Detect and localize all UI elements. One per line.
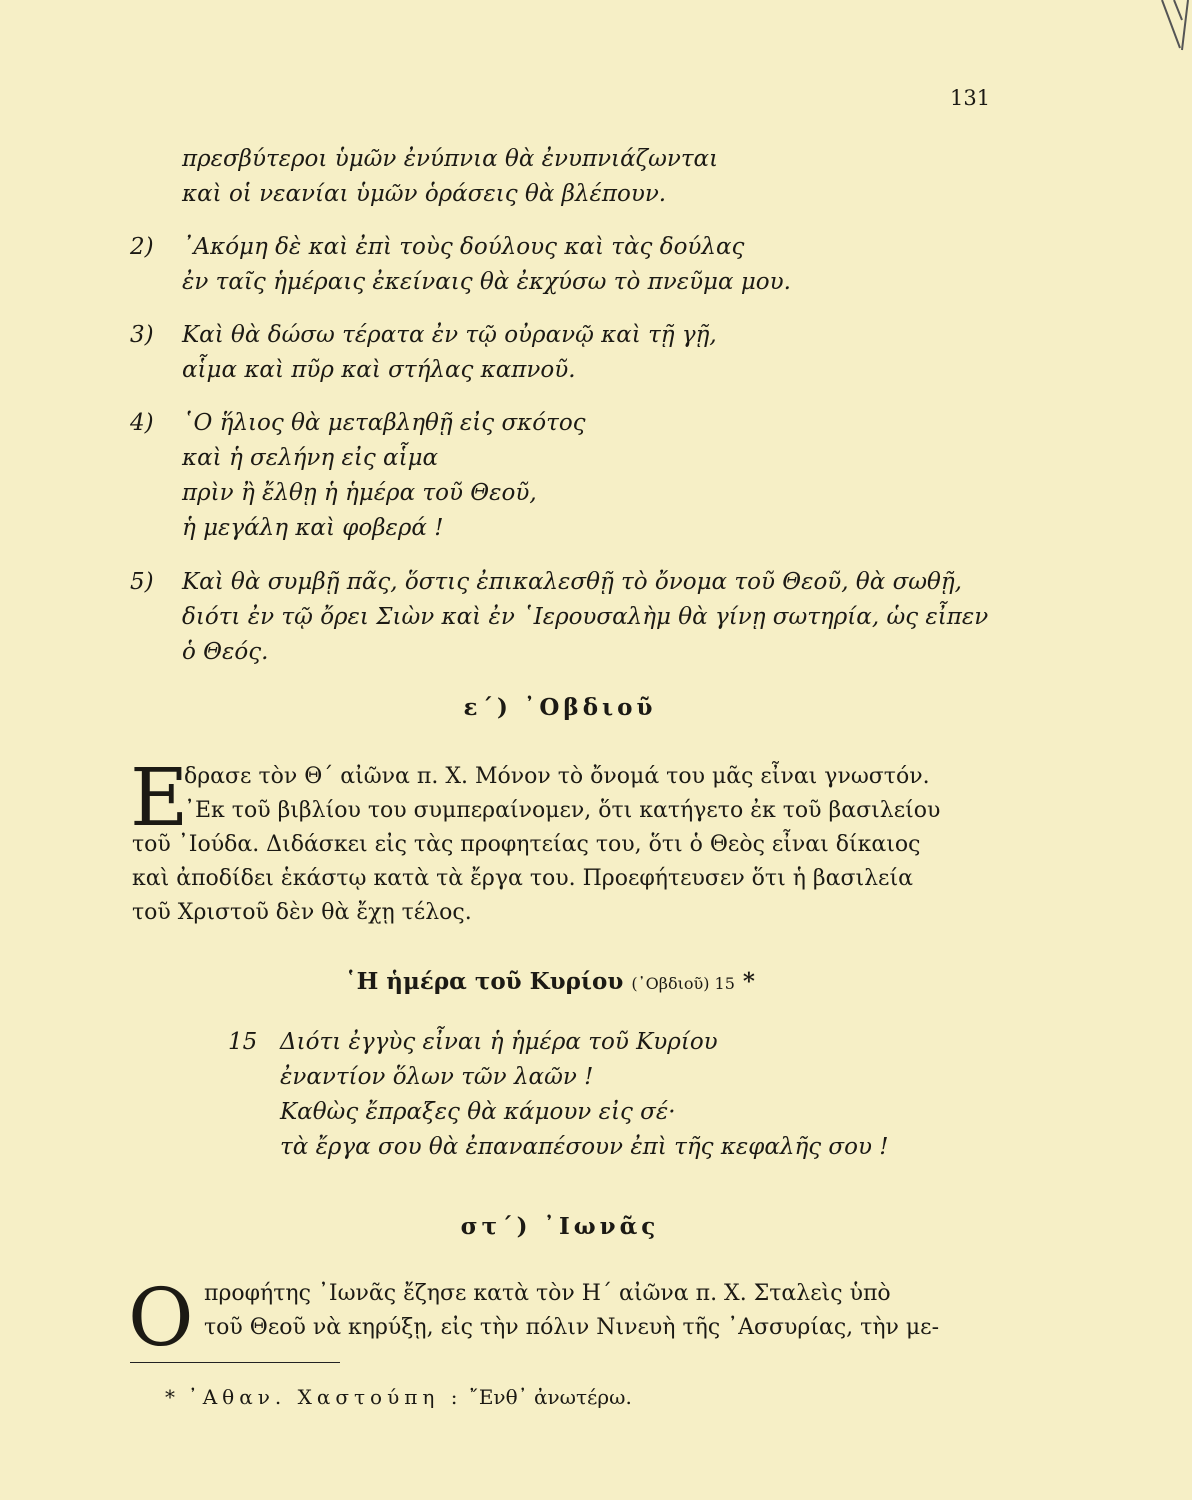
section-title-day-of-lord <box>0 968 1100 995</box>
verse-line: ἡ μεγάλη καὶ φοβερά ! <box>182 515 444 541</box>
section-heading-obadiah: ε΄) ᾿Οβδιοῦ <box>463 694 657 721</box>
dropcap-omicron: Ο <box>128 1271 194 1364</box>
verse-number: 3) <box>130 322 154 348</box>
verse-line: Καθὼς ἔπραξες θὰ κάμουν εἰς σέ· <box>280 1099 676 1125</box>
verse-line: πρὶν ἢ ἔλθῃ ἡ ἡμέρα τοῦ Θεοῦ, <box>182 480 537 506</box>
verse-number: 2) <box>130 234 154 260</box>
section-title-ref: (᾿Οβδιοῦ) 15 <box>631 974 735 993</box>
prose-line: προφήτης ᾿Ιωνᾶς ἔζησε κατὰ τὸν Η΄ αἰῶνα π. Χ. Σταλεὶς ὑπὸ <box>204 1281 891 1306</box>
verse-line: Καὶ θὰ δώσω τέρατα ἐν τῷ οὐρανῷ καὶ τῇ γῇ, <box>182 322 717 348</box>
verse-line: ἐναντίον ὅλων τῶν λαῶν ! <box>280 1064 594 1090</box>
verse-line: ῾Ο ἥλιος θὰ μεταβληθῇ εἰς σκότος <box>182 410 586 436</box>
joel-verse-4 <box>130 406 990 546</box>
verse-line: Καὶ θὰ συμβῇ πᾶς, ὅστις ἐπικαλεσθῇ τὸ ὄνομα τοῦ Θεοῦ, θὰ σωθῇ, <box>182 569 962 595</box>
verse-line: πρεσβύτεροι ὑμῶν ἐνύπνια θὰ ἐνυπνιάζωνται <box>182 146 719 172</box>
section-heading-jonah: στ΄) ᾿Ιωνᾶς <box>460 1213 660 1240</box>
footnote-star: * <box>165 1385 175 1409</box>
verse-line: ὁ Θεός. <box>182 639 269 665</box>
verse-number: 5) <box>130 569 154 595</box>
section-title-text: ῾Η ἡμέρα τοῦ Κυρίου <box>345 968 624 995</box>
joel-verse-2 <box>130 230 990 300</box>
joel-verse-cont <box>130 142 990 212</box>
prose-line: δρασε τὸν Θ΄ αἰῶνα π. Χ. Μόνον τὸ ὄνομά του μᾶς εἶναι γνωστόν. <box>184 764 930 789</box>
verse-line: διότι ἐν τῷ ὄρει Σιὼν καὶ ἐν ῾Ιερουσαλὴμ θὰ γίνῃ σωτηρία, ὡς εἶπεν <box>182 604 989 630</box>
verse-line: Διότι ἐγγὺς εἶναι ἡ ἡμέρα τοῦ Κυρίου <box>280 1029 718 1055</box>
prose-line: τοῦ Χριστοῦ δὲν θὰ ἔχῃ τέλος. <box>132 900 472 925</box>
verse-line: ἐν ταῖς ἡμέραις ἐκείναις θὰ ἐκχύσω τὸ πνεῦμα μου. <box>182 269 791 295</box>
obadiah-paragraph <box>130 751 987 930</box>
prose-line: ᾿Εκ τοῦ βιβλίου του συμπεραίνομεν, ὅτι κατήγετο ἐκ τοῦ βασιλείου <box>184 798 941 823</box>
dropcap-epsilon: Ε <box>130 751 189 844</box>
verse-line: τὰ ἔργα σου θὰ ἐπαναπέσουν ἐπὶ τῆς κεφαλῆς σου ! <box>280 1134 889 1160</box>
verse-line: καὶ οἱ νεανίαι ὑμῶν ὁράσεις θὰ βλέπουν. <box>182 181 667 207</box>
prose-line: καὶ ἀποδίδει ἑκάστῳ κατὰ τὰ ἔργα του. Προεφήτευσεν ὅτι ἡ βασιλεία <box>132 866 913 891</box>
footnote-marker: * <box>742 968 755 995</box>
verse-line: ᾿Ακόμη δὲ καὶ ἐπὶ τοὺς δούλους καὶ τὰς δούλας <box>182 234 745 260</box>
footnote-text: ῎Ενθ᾿ ἀνωτέρω. <box>468 1385 632 1409</box>
page-number: 131 <box>950 86 991 110</box>
footnote-author: ᾿Αθαν. Χαστούπη : <box>187 1385 463 1409</box>
jonah-paragraph <box>132 1277 987 1345</box>
joel-verse-3 <box>130 318 990 388</box>
verse-line: καὶ ἡ σελήνη εἰς αἷμα <box>182 445 439 471</box>
obadiah-verse-15 <box>228 1025 988 1165</box>
prose-line: τοῦ ᾿Ιούδα. Διδάσκει εἰς τὰς προφητείας του, ὅτι ὁ Θεὸς εἶναι δίκαιος <box>132 832 921 857</box>
footnote-rule <box>130 1362 340 1363</box>
joel-verse-5 <box>130 565 990 670</box>
verse-number: 15 <box>228 1029 258 1055</box>
corner-pencil-mark <box>1152 0 1192 60</box>
verse-line: αἷμα καὶ πῦρ καὶ στήλας καπνοῦ. <box>182 357 576 383</box>
footnote <box>165 1385 632 1409</box>
prose-line: τοῦ Θεοῦ νὰ κηρύξῃ, εἰς τὴν πόλιν Νινευὴ τῆς ᾿Ασσυρίας, τὴν με- <box>204 1315 940 1340</box>
verse-number: 4) <box>130 410 154 436</box>
